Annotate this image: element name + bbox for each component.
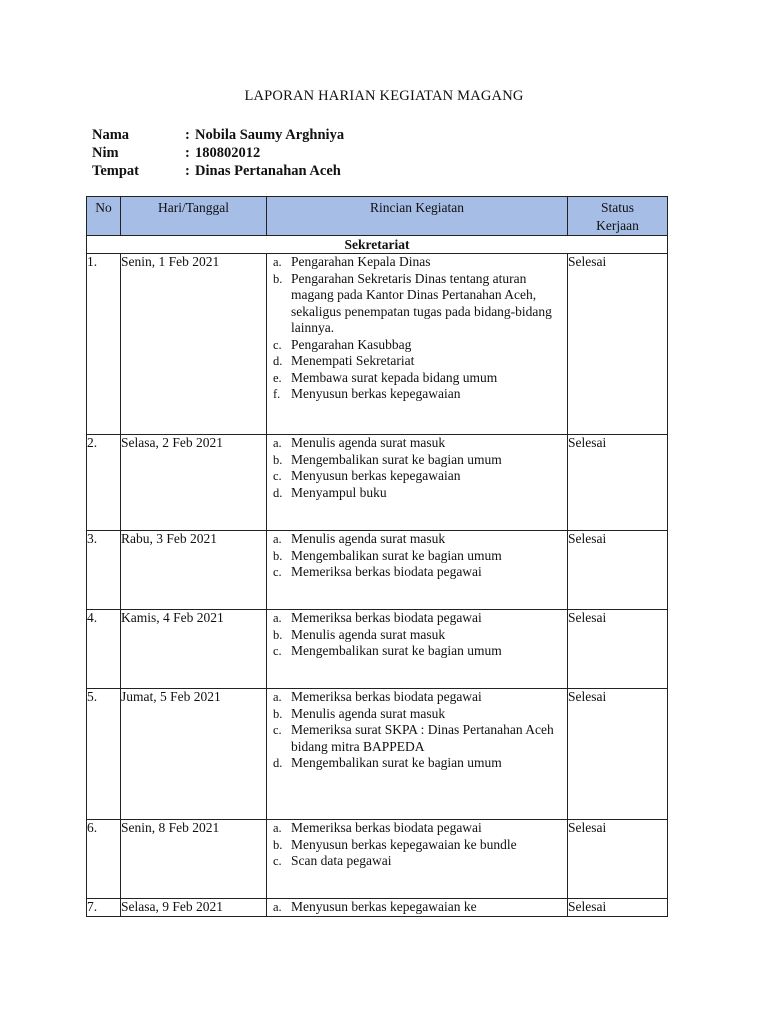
table-row	[87, 254, 668, 435]
info-row-nama	[92, 126, 344, 144]
header-detail: Rincian Kegiatan	[267, 197, 568, 236]
list-marker: b.	[273, 837, 283, 852]
row-activities	[267, 254, 568, 435]
activity-list	[267, 689, 567, 772]
list-marker: d.	[273, 354, 283, 368]
list-marker: a.	[273, 436, 282, 450]
list-item	[267, 643, 567, 660]
table-row	[87, 820, 668, 899]
table-row	[87, 689, 668, 820]
row-status: Selesai	[568, 610, 668, 689]
row-status: Selesai	[568, 899, 668, 917]
list-item-text: Menulis agenda surat masuk	[291, 531, 446, 546]
list-item	[267, 254, 567, 271]
activity-list	[267, 531, 567, 581]
section-row	[87, 236, 668, 254]
row-number: 7.	[87, 899, 121, 917]
activity-list	[267, 435, 567, 501]
table-header-row	[87, 197, 668, 236]
list-item-text: Menulis agenda surat masuk	[291, 626, 446, 642]
row-activities	[267, 610, 568, 689]
row-activities	[267, 435, 568, 531]
list-item	[267, 755, 567, 772]
list-marker: f.	[273, 387, 281, 401]
list-item	[267, 452, 567, 469]
list-marker: b.	[273, 548, 283, 563]
row-status: Selesai	[568, 531, 668, 610]
list-item	[267, 468, 567, 485]
list-item-text: Menyusun berkas kepegawaian	[291, 468, 461, 483]
list-item	[267, 627, 567, 644]
list-item-text: Mengembalikan surat ke bagian umum	[291, 547, 502, 563]
list-marker: b.	[273, 271, 283, 286]
list-item-text: Menulis agenda surat masuk	[291, 435, 446, 450]
list-item	[267, 386, 567, 403]
header-status-line2: Kerjaan	[596, 218, 639, 233]
list-marker: e.	[273, 370, 282, 385]
list-marker: a.	[273, 900, 282, 914]
list-item	[267, 435, 567, 452]
list-item	[267, 722, 567, 755]
info-value: Nobila Saumy Arghniya	[195, 127, 345, 143]
list-marker: c.	[273, 723, 282, 737]
list-item-text: Menulis agenda surat masuk	[291, 705, 446, 721]
list-item-text: Scan data pegawai	[291, 853, 392, 868]
activity-list	[267, 820, 567, 870]
list-marker: a.	[273, 821, 282, 835]
row-number: 6.	[87, 820, 121, 899]
list-marker: a.	[273, 532, 282, 546]
list-item-text: Menyampul buku	[291, 484, 387, 500]
row-date: Senin, 1 Feb 2021	[121, 254, 267, 435]
table-row	[87, 435, 668, 531]
list-marker: c.	[273, 644, 282, 658]
list-item-text: Membawa surat kepada bidang umum	[291, 369, 498, 385]
list-item	[267, 337, 567, 354]
list-item	[267, 689, 567, 706]
list-item-text: Memeriksa berkas biodata pegawai	[291, 610, 482, 625]
list-item-text: Menempati Sekretariat	[291, 353, 415, 368]
table-row	[87, 531, 668, 610]
row-status: Selesai	[568, 689, 668, 820]
list-item-text: Memeriksa surat SKPA : Dinas Pertanahan Aceh bidang mitra BAPPEDA	[291, 722, 554, 754]
list-item-text: Menyusun berkas kepegawaian ke bundle	[291, 836, 517, 852]
list-marker: b.	[273, 706, 283, 721]
list-item-text: Menyusun berkas kepegawaian	[291, 386, 461, 401]
list-item	[267, 271, 567, 337]
list-marker: c.	[273, 469, 282, 483]
row-activities	[267, 689, 568, 820]
info-label: Nim	[92, 145, 119, 161]
list-marker: c.	[273, 854, 282, 868]
row-activities	[267, 531, 568, 610]
identity-block	[92, 126, 344, 180]
list-marker: a.	[273, 255, 282, 269]
list-item	[267, 610, 567, 627]
info-colon: :	[185, 127, 190, 143]
list-item	[267, 531, 567, 548]
row-number: 5.	[87, 689, 121, 820]
list-item	[267, 370, 567, 387]
list-item-text: Memeriksa berkas biodata pegawai	[291, 689, 482, 704]
row-date: Jumat, 5 Feb 2021	[121, 689, 267, 820]
info-row-nim	[92, 144, 344, 162]
table-row	[87, 899, 668, 917]
list-item	[267, 548, 567, 565]
list-marker: c.	[273, 337, 282, 352]
row-number: 2.	[87, 435, 121, 531]
list-item-text: Pengarahan Kepala Dinas	[291, 254, 431, 269]
header-status-line1: Status	[600, 200, 634, 215]
list-item-text: Mengembalikan surat ke bagian umum	[291, 643, 502, 658]
header-no: No	[87, 197, 121, 236]
list-item	[267, 353, 567, 370]
list-item	[267, 820, 567, 837]
list-item-text: Mengembalikan surat ke bagian umum	[291, 451, 502, 467]
list-item	[267, 837, 567, 854]
row-date: Kamis, 4 Feb 2021	[121, 610, 267, 689]
list-item	[267, 706, 567, 723]
list-item	[267, 485, 567, 502]
activity-list	[267, 610, 567, 660]
list-item-text: Memeriksa berkas biodata pegawai	[291, 820, 482, 835]
info-label: Tempat	[92, 163, 139, 179]
list-item-text: Menyusun berkas kepegawaian ke	[291, 899, 477, 914]
info-colon: :	[185, 163, 190, 179]
info-row-tempat	[92, 162, 344, 180]
list-marker: a.	[273, 690, 282, 704]
info-value: 180802012	[195, 145, 261, 161]
list-marker: d.	[273, 485, 283, 500]
list-marker: c.	[273, 565, 282, 579]
activity-table	[86, 196, 668, 917]
row-number: 3.	[87, 531, 121, 610]
report-title: LAPORAN HARIAN KEGIATAN MAGANG	[244, 88, 524, 104]
activity-list	[267, 899, 567, 916]
row-date: Rabu, 3 Feb 2021	[121, 531, 267, 610]
list-item	[267, 899, 567, 916]
activity-list	[267, 254, 567, 403]
header-day: Hari/Tanggal	[121, 197, 267, 236]
row-status: Selesai	[568, 820, 668, 899]
list-item-text: Pengarahan Sekretaris Dinas tentang aturan magang pada Kantor Dinas Pertanahan Aceh, sekaligus penempatan tugas pada bidang-bidang lainnya.	[291, 270, 552, 335]
list-item	[267, 853, 567, 870]
list-item-text: Mengembalikan surat ke bagian umum	[291, 755, 502, 770]
row-date: Selasa, 2 Feb 2021	[121, 435, 267, 531]
row-activities	[267, 899, 568, 917]
row-activities	[267, 820, 568, 899]
row-date: Senin, 8 Feb 2021	[121, 820, 267, 899]
info-label: Nama	[92, 127, 130, 143]
row-number: 1.	[87, 254, 121, 435]
list-marker: b.	[273, 452, 283, 467]
header-status	[568, 197, 668, 236]
info-value: Dinas Pertanahan Aceh	[195, 163, 341, 179]
row-date: Selasa, 9 Feb 2021	[121, 899, 267, 917]
row-status: Selesai	[568, 435, 668, 531]
section-label: Sekretariat	[87, 236, 668, 254]
list-item-text: Memeriksa berkas biodata pegawai	[291, 564, 482, 579]
row-number: 4.	[87, 610, 121, 689]
row-status: Selesai	[568, 254, 668, 435]
list-marker: a.	[273, 611, 282, 625]
list-item	[267, 564, 567, 581]
list-item-text: Pengarahan Kasubbag	[291, 336, 412, 352]
list-marker: b.	[273, 627, 283, 642]
info-colon: :	[185, 145, 190, 161]
table-row	[87, 610, 668, 689]
list-marker: d.	[273, 756, 283, 770]
